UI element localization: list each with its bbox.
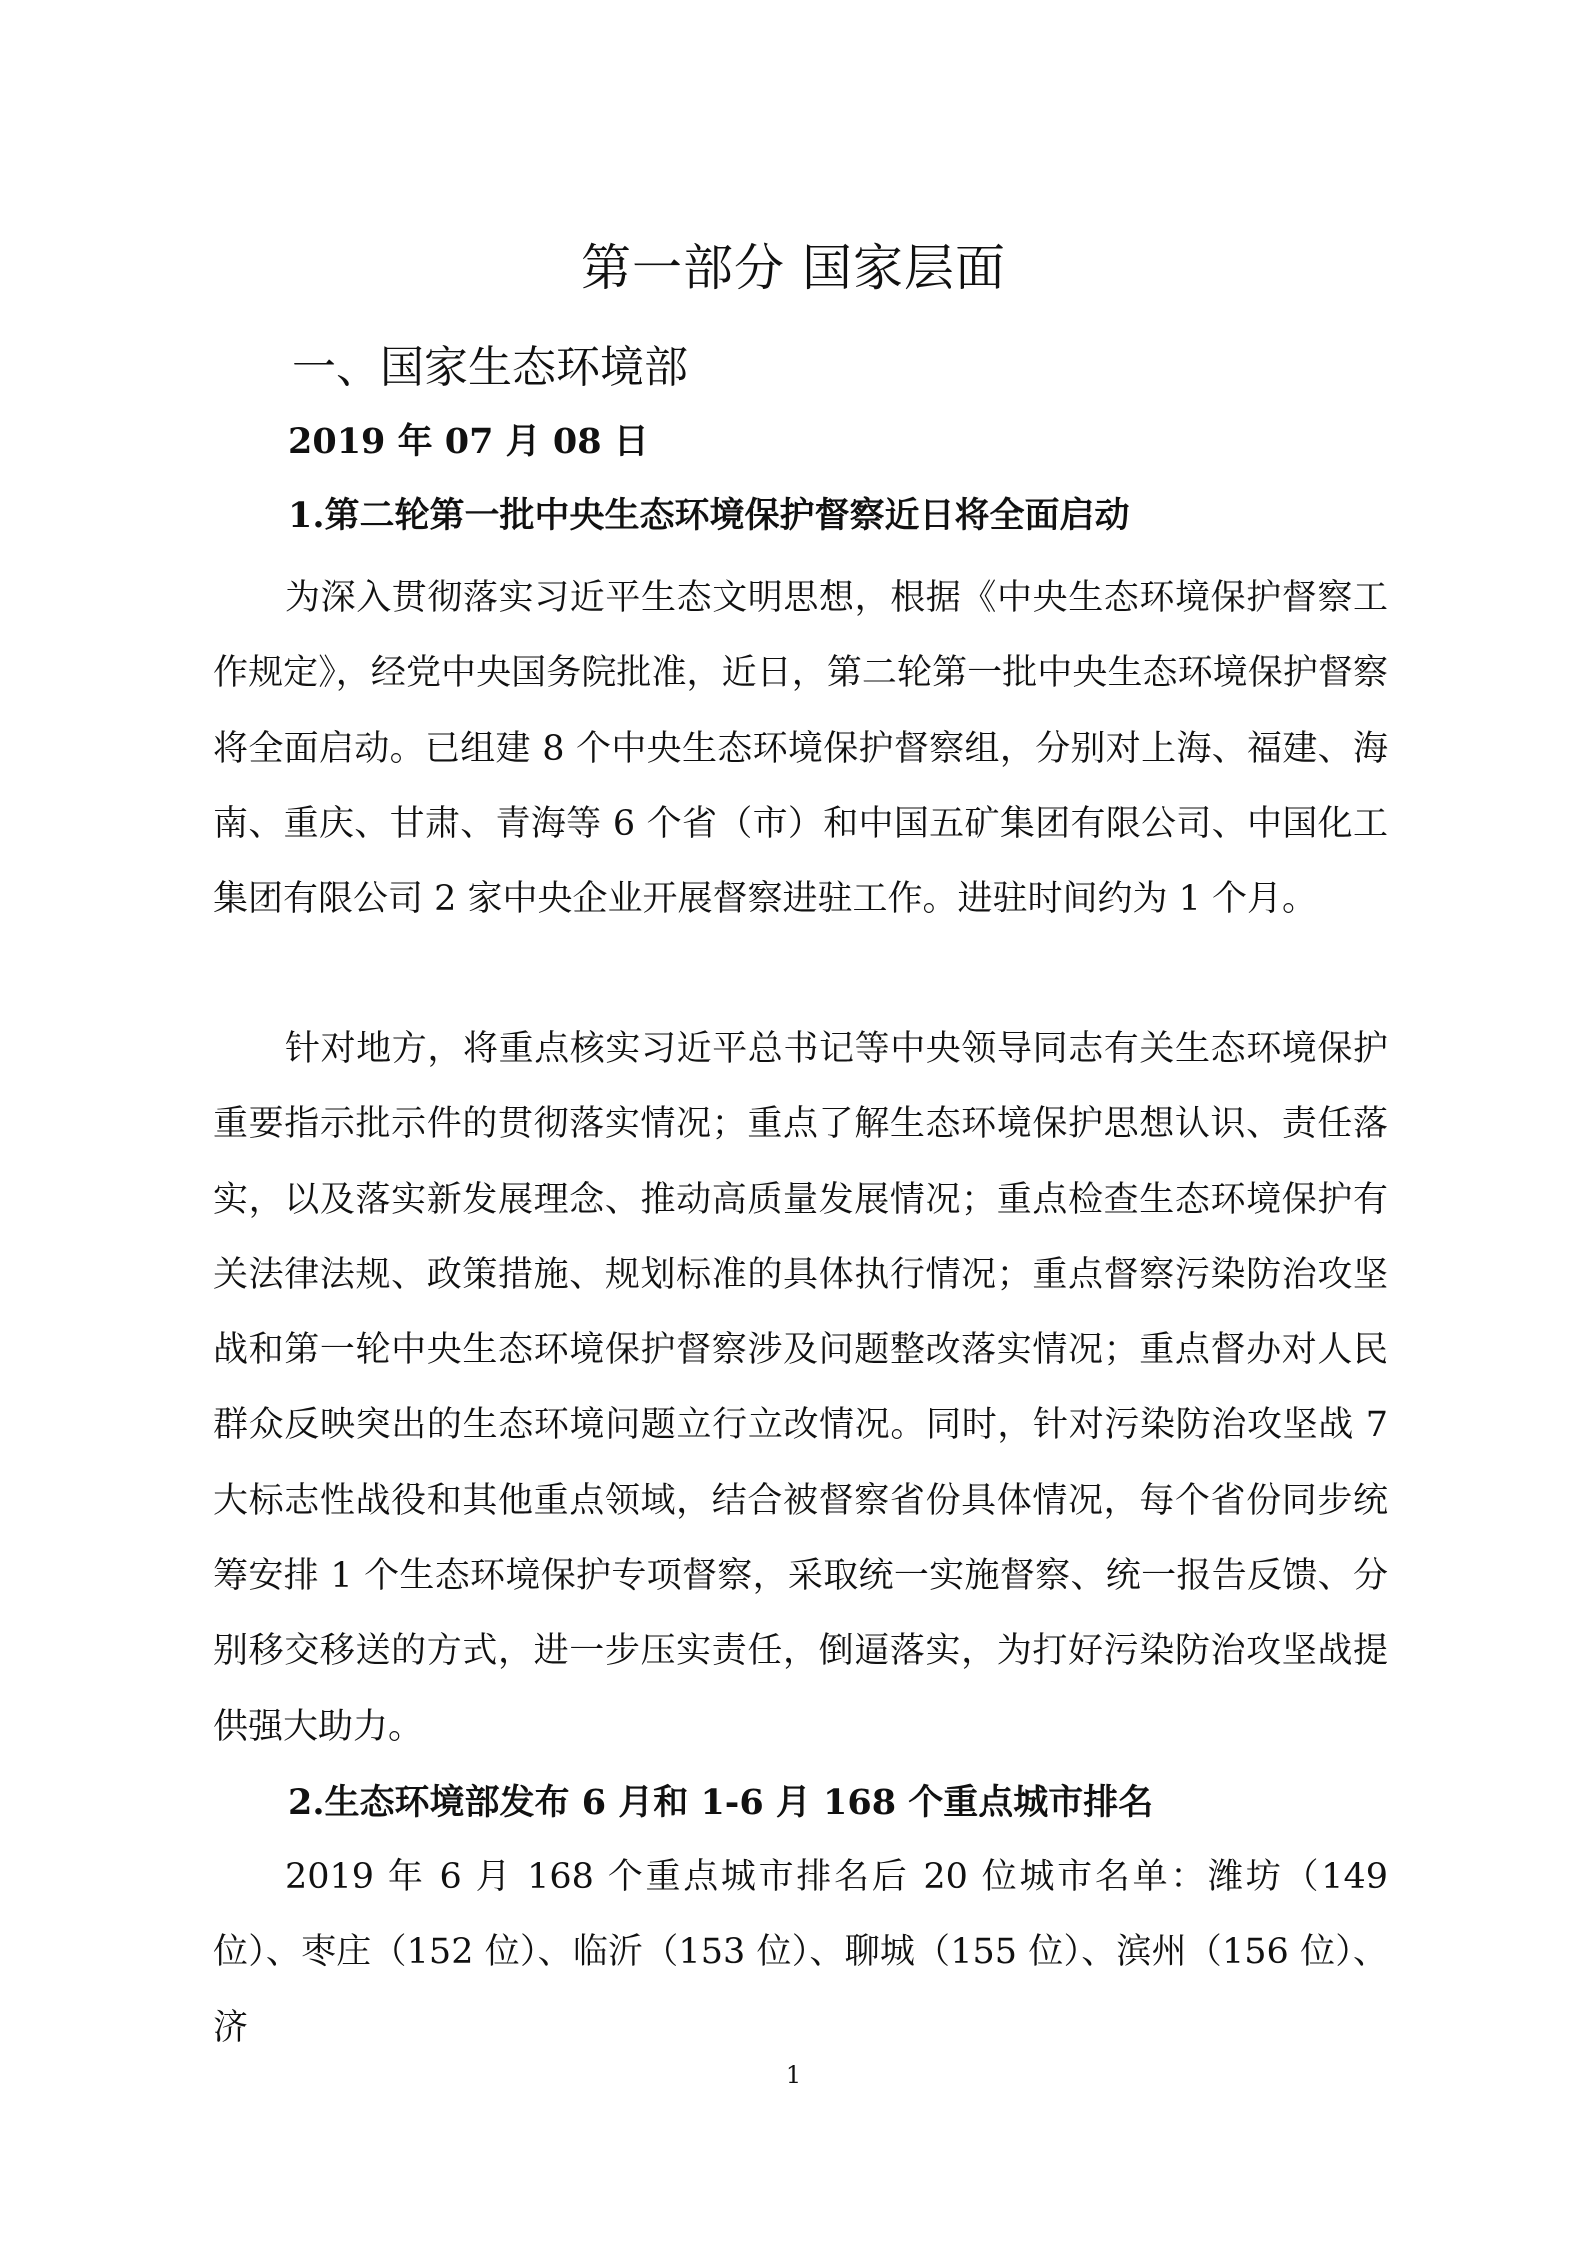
section-title: 一、国家生态环境部 <box>292 342 688 393</box>
page-number: 1 <box>785 2061 802 2089</box>
news-item-title: 1.第二轮第一批中央生态环境保护督察近日将全面启动 <box>288 495 1130 536</box>
news-paragraph: 2019 年 6 月 168 个重点城市排名后 20 位城市名单：潍坊（149 位）、枣庄（152 位）、临沂（153 位）、聊城（155 位）、滨州（156 位）、济 <box>213 1857 1388 2048</box>
news-item-title: 2.生态环境部发布 6 月和 1-6 月 168 个重点城市排名 <box>288 1782 1154 1823</box>
news-paragraph: 针对地方，将重点核实习近平总书记等中央领导同志有关生态环境保护重要指示批示件的贯彻落实情况；重点了解生态环境保护思想认识、责任落实，以及落实新发展理念、推动高质量发展情况；重点检查生态环境保护有关法律法规、政策措施、规划标准的具体执行情况；重点督察污染防治攻坚战和第一轮中央生态环境保护督察涉及问题整改落实情况；重点督办对人民群众反映突出的生态环境问题立行立改情况。同时，针对污染防治攻坚战 7 大标志性战役和其他重点领域，结合被督察省份具体情况，每个省份同步统筹安排 1 个生态环境保护专项督察，采取统一实施督察、统一报告反馈、分别移交移送的方式，进一步压实责任，倒逼落实，为打好污染防治攻坚战提供强大助力。 <box>213 1029 1388 1747</box>
part-title: 第一部分 国家层面 <box>581 239 1006 297</box>
news-date: 2019 年 07 月 08 日 <box>288 421 649 462</box>
news-paragraph: 为深入贯彻落实习近平生态文明思想，根据《中央生态环境保护督察工作规定》，经党中央国务院批准，近日，第二轮第一批中央生态环境保护督察将全面启动。已组建 8 个中央生态环境保护督察组，分别对上海、福建、海南、重庆、甘肃、青海等 6 个省（市）和中国五矿集团有限公司、中国化工集团有限公司 2 家中央企业开展督察进驻工作。进驻时间约为 1 个月。 <box>213 578 1388 920</box>
